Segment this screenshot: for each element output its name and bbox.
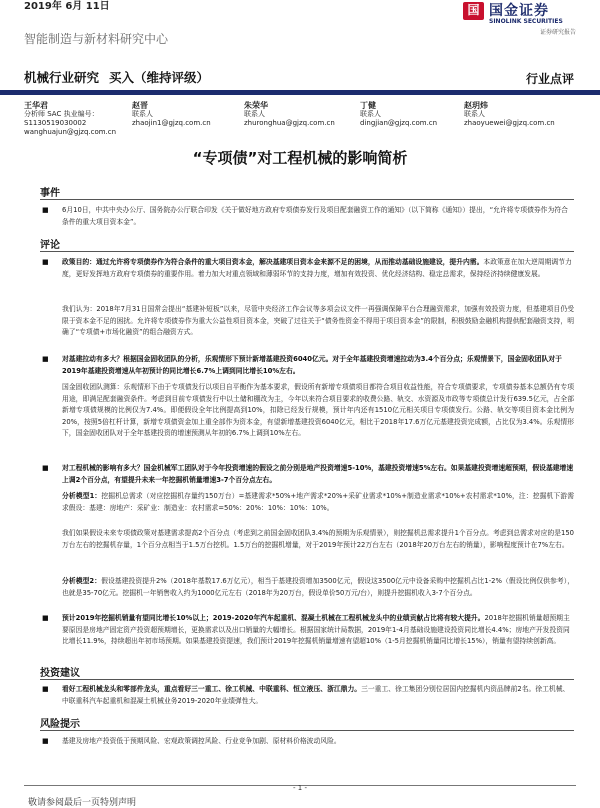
analyst-id: S1130519030002 (24, 119, 87, 127)
analyst-name: 王华君 (24, 101, 48, 110)
analyst-email[interactable]: zhuronghua@gjzq.com.cn (244, 119, 335, 127)
analyst-name: 赵玥炜 (464, 101, 488, 110)
report-date: 2019年 6月 11日 (24, 1, 110, 12)
section-heading-advice: 投资建议 (40, 668, 80, 679)
point-lead: ■ 对基建拉动有多大？根据国金固收团队的分析，乐观情形下预计新增基建投资6040亿元。对于全年基建投资增速拉动为3.4个百分点；乐观情景下，国金固收团队对于2019年基建投资增速从年初预计的同比增长6.7%上调到同比增长10%左右。 (62, 355, 562, 375)
event-text: ■ 6月10日，中共中央办公厅、国务院办公厅联合印发《关于做好地方政府专项债券发行及项目配套融资工作的通知》（以下简称《通知》）提出，“允许将专项债券作为符合条件的重大项目资本金”。 (62, 206, 568, 226)
document-type: 行业点评 (525, 72, 574, 86)
point-lead: ■ 对工程机械的影响有多大？国金机械军工团队对于今年投资增速的假设之前分别是地产投资增速5-10%，基建投资增速5%左右。如果基建投资增速超预期，假设基建增速上调2个百分点，有望提升未来一年挖掘机销量增速3-7个百分点左右。 (62, 464, 574, 484)
analyst-email[interactable]: zhaoyuewei@gjzq.com.cn (464, 119, 555, 127)
analyst-3 (244, 101, 335, 128)
page-number: - 1 - (293, 784, 307, 792)
analyst-4 (360, 101, 437, 128)
analyst-role: 联系人 (132, 110, 153, 118)
analyst-5 (464, 101, 555, 128)
analyst-name: 朱荣华 (244, 101, 268, 110)
model-text: 假设基建投资提升2%（2018年基数17.6万亿元），相当于基建投资增加3500亿元，假设这3500亿元中设备采购中挖掘机占比1-2%（假设比例仅供参考），也就是35-70亿元。挖掘机一年销售收入约为1000亿元左右（2018年为20万台，假设单价50万元/台），则提升挖掘机收入3-7个百分点。 (62, 577, 574, 597)
point-text: 本政策意在加大逆周期调节力度，更好发挥地方政府专项债券的重要作用。着力加大对重点领域和薄弱环节的支持力度，增加有效投资、优化经济结构、稳定总需求，保持经济持续健康发展。 (62, 258, 572, 278)
paragraph: 国金固收团队测算：乐观情形下由于专项债发行以项目自平衡作为基本要求，假设所有新增专项债项目都符合项目收益性能，符合专项债要求，专项债券基本总额仍有专项用途，即满足配套融资条件。考虑到目前专项债发行中以土储和棚改为主，今年以来符合项目要求的收费公路、轨交、水资源及市政等专项债总计发行639.5亿元，占全部新增专项债规模的比例仅为7.4%。即便假设全年比例提高到10%，扣除已经发行规模，预计年内还有1510亿元相关项目专项债发行。公路、轨交等项目资本金比例为20%，按照5倍杠杆计算，新增专项债资金加上重全部作为资本金，有望新增基建投资6040亿元，相比于2018年17.6万亿元基建投资完成额，占比仅为3.4%。乐观情形下，国金固收团队对于全年基建投资的增速预测从年初的6.7%上调到10%左右。 (62, 383, 574, 438)
rating-label: 买入（维持评级） (109, 70, 210, 85)
footer-disclaimer: 敬请参阅最后一页特别声明 (28, 798, 137, 808)
industry-label: 机械行业研究 (24, 70, 100, 85)
report-title: “专项债”对工程机械的影响简析 (192, 149, 408, 167)
section-rule (40, 730, 574, 731)
analyst-name: 丁健 (360, 101, 376, 110)
brand-subtitle: 证券研究报告 (540, 29, 577, 36)
model-2 (62, 576, 574, 599)
paragraph: 我们认为：2018年7月31日国常会提出“基建补短板”以来，尽管中央经济工作会议等多项会议文件一再强调保障平台合理融资需求，加强有效投资力度，但基建项目仍受限于资本金不足的困扰。允许将专项债券作为重大公益性项目资本金，突破了过往关于“债务性资金不得用于项目资本金”的限制，积极鼓励金融机构提供配套融资支持，明确了“专项债+市场化融资”的组合融资方式。 (62, 305, 574, 337)
brand-name: 国金证券 (489, 3, 549, 19)
header-rule (0, 90, 600, 95)
section-heading-comment: 评论 (40, 240, 60, 251)
list-item (44, 736, 574, 748)
point-text: 2018年挖掘机销量超预期主要原因是房地产固定资产投资超预期增长，更换需求以及出口销量的大幅增长。根据国家统计局数据，2019年1-4月基础设施建设投资同比增长4.4%；房地产开发投资同比增长11.9%，持续超出年初市场预期。如果基建投资提速，我们预计2019年挖掘机销量增速有望超10%（1-5月挖掘机销量同比增长15%），销量有望持续创新高。 (62, 614, 570, 646)
list-item (44, 205, 574, 228)
list-item (44, 354, 574, 377)
analyst-name: 赵晋 (132, 101, 148, 110)
list-item (44, 684, 574, 707)
section-rule (40, 679, 574, 680)
research-center: 智能制造与新材料研究中心 (24, 32, 169, 46)
analyst-1 (24, 101, 116, 137)
analyst-role: 联系人 (464, 110, 485, 118)
risk-text: ■ 基建及房地产投资低于预期风险、宏观政策调控风险、行业竞争加剧、原材料价格波动风险。 (62, 737, 341, 745)
model-label: 分析模型1： (62, 492, 102, 500)
model-text: 挖掘机总需求（对应挖掘机存量约150万台）=基建需求*50%+地产需求*20%+采矿业需求*10%+制造业需求*10%+农村需求*10%，注：挖掘机下游需求假设：基建：房地产：采矿业：制造业：农村需求=50%：20%：10%：10%：10%。 (62, 492, 575, 512)
industry-rating-band (24, 68, 209, 86)
point-lead: 预计2019年挖掘机销量有望同比增长10%以上；2019-2020年汽车起重机、混凝土机械在工程机械龙头中的业绩贡献占比将有较大提升。 (62, 614, 485, 622)
model-1 (62, 491, 574, 514)
point-lead: 政策目的：通过允许将专项债券作为符合条件的重大项目资本金，解决基建项目资本金来源不足的困境，从而推动基础设施建设，提升内需。 (62, 258, 484, 266)
section-heading-risk: 风险提示 (40, 719, 80, 730)
advice-lead: 看好工程机械龙头和零部件龙头，重点看好三一重工、徐工机械、中联重科、恒立液压、浙江鼎力。 (62, 685, 362, 693)
model-label: 分析模型2： (62, 577, 102, 585)
section-heading-events: 事件 (40, 188, 60, 199)
paragraph: 我们如果假设未来专项债政策对基建需求提高2个百分点（考虑到之前国金固收团队3.4%的预期为乐观情景），则挖掘机总需求提升1个百分点。考虑到总需求对应的是150万台左右的挖掘机存量，1个百分点相当于1.5万台挖机。1.5万台的挖掘机增量，对于2019年预计22万台左右（2018年20万台左右的销量），影响程度预计在7%左右。 (62, 529, 574, 549)
analyst-email[interactable]: dingjian@gjzq.com.cn (360, 119, 438, 127)
list-item (44, 613, 574, 648)
brand-name-en: SINOLINK SECURITIES (489, 18, 563, 25)
analyst-email[interactable]: zhaojin1@gjzq.com.cn (132, 119, 211, 127)
analyst-email[interactable]: wanghuajun@gjzq.com.cn (24, 128, 117, 136)
section-rule (40, 251, 574, 252)
analyst-role: 联系人 (244, 110, 265, 118)
analyst-role: 分析师 SAC 执业编号： (24, 110, 99, 118)
section-rule (40, 199, 574, 200)
brand-logo-glyph: 国 (467, 3, 480, 17)
analyst-role: 联系人 (360, 110, 381, 118)
advice-text: 三一重工、徐工集团分别位居国内挖掘机内资品牌前2名。徐工机械、中联重科汽车起重机和混凝土机械业务2019-2020年业绩弹性大。 (62, 685, 570, 705)
analyst-2 (132, 101, 211, 128)
list-item (44, 257, 574, 280)
list-item (44, 463, 574, 486)
